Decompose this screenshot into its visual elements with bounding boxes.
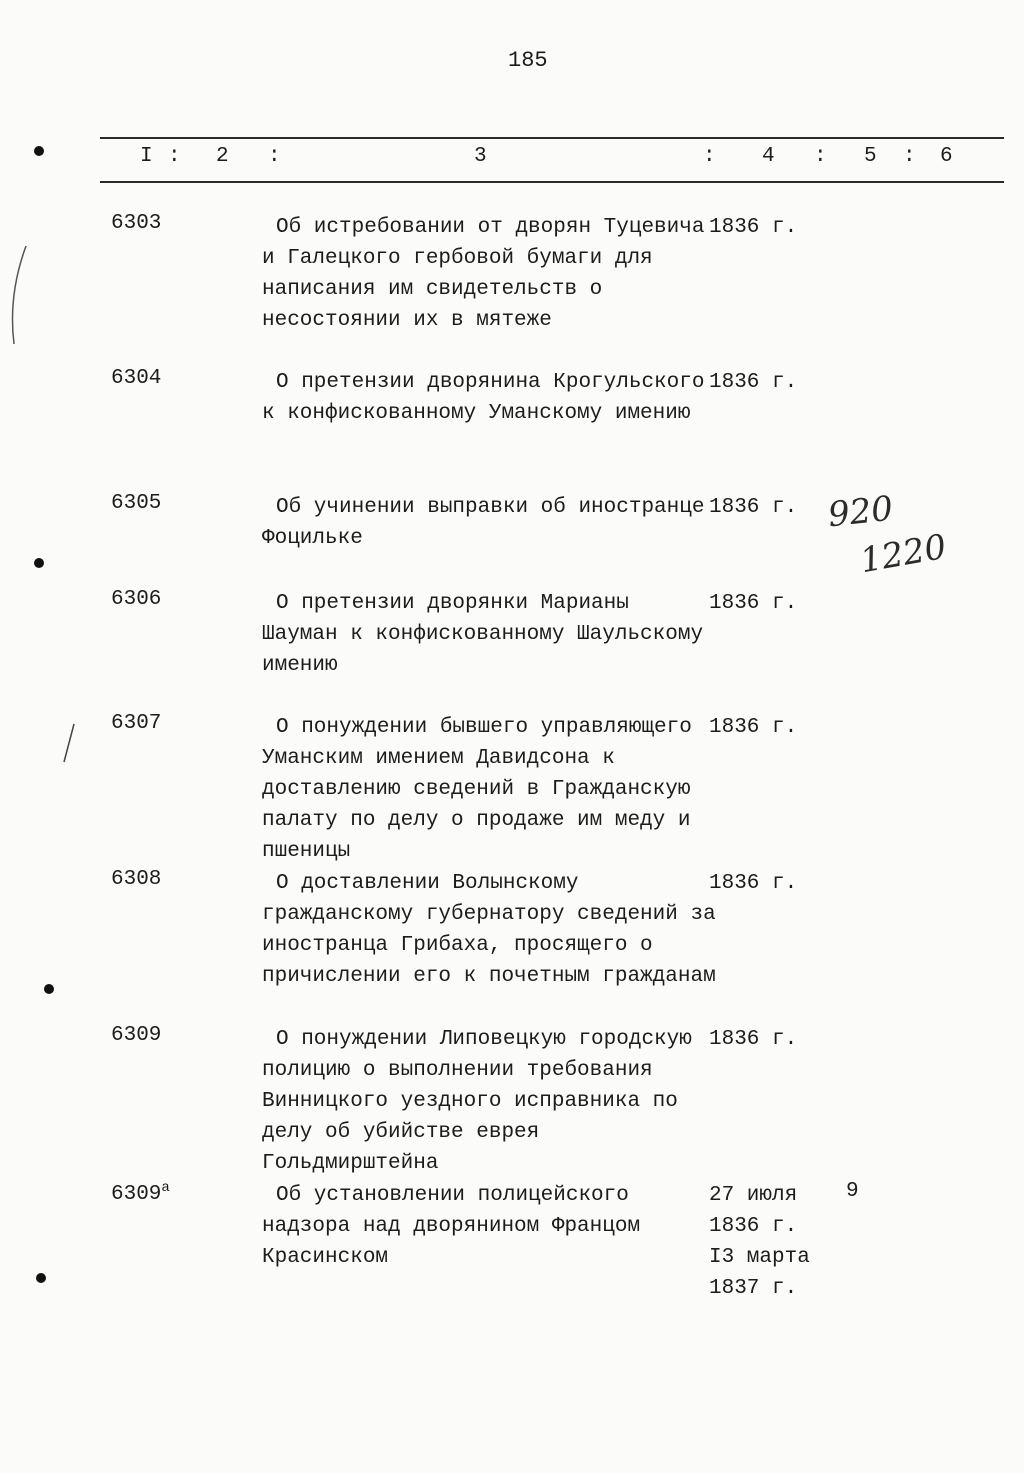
entry-date: 1836 г.: [709, 371, 798, 394]
entry-number: 6305: [111, 492, 162, 515]
col-header-6: 6: [940, 145, 953, 168]
entry-number: 6306: [111, 588, 162, 611]
col-separator: :: [703, 145, 716, 168]
entry-title: О претензии дворянки Марианы Шауман к конфискованному Шаульскому имению: [262, 592, 704, 677]
col-header-1: I: [140, 145, 153, 168]
entry-date: 1836 г.: [709, 716, 798, 739]
entry-date: 27 июля 1836 г. I3 марта 1837 г.: [709, 1184, 810, 1300]
handwritten-number: 1220: [857, 526, 950, 582]
entry-number: 6308: [111, 868, 162, 891]
header-rule-top: [100, 137, 1004, 139]
col-separator: :: [814, 145, 827, 168]
entry-title: О понуждении бывшего управляющего Уманским имением Давидсона к доставлению сведений в Гражданскую палату по делу о продаже им меду и пшеницы: [262, 716, 692, 863]
entry-date: 1836 г.: [709, 592, 798, 615]
entry-number: 6303: [111, 212, 162, 235]
punch-hole-mark: [36, 1273, 46, 1283]
entry-number: 6309: [111, 1183, 162, 1206]
entry-number-cell: [111, 1180, 170, 1206]
page-number: 185: [508, 48, 548, 73]
entry-date: 1836 г.: [709, 1028, 798, 1051]
punch-hole-mark: [44, 984, 54, 994]
entry-title: Об истребовании от дворян Туцевича и Галецкого гербовой бумаги для написания им свидетельств о несостоянии их в мятеже: [262, 216, 705, 332]
entry-number-suffix: а: [161, 1180, 170, 1196]
entry-title: О доставлении Волынскому гражданскому губернатору сведений за иностранца Грибаха, просящего о причислении его к почетным гражданам: [262, 872, 716, 988]
entry-title: Об установлении полицейского надзора над дворянином Францом Красинском: [262, 1184, 641, 1269]
margin-bracket-mark: [0, 240, 30, 350]
entry-title: О претензии дворянина Крогульского к конфискованному Уманскому имению: [262, 371, 705, 425]
entry-title: Об учинении выправки об иностранце Фоцильке: [262, 496, 705, 550]
entry-date: 1836 г.: [709, 216, 798, 239]
punch-hole-mark: [34, 558, 44, 568]
margin-slash-mark: [40, 718, 80, 768]
entry-title: О понуждении Липовецкую городскую полицию о выполнении требования Винницкого уездного исправника по делу об убийстве еврея Гольдмирштейна: [262, 1028, 692, 1175]
col-header-5: 5: [864, 145, 877, 168]
handwritten-number: 920: [826, 488, 895, 536]
col-header-4: 4: [762, 145, 775, 168]
col-separator: :: [168, 145, 181, 168]
col-header-3: 3: [474, 145, 487, 168]
entry-number: 6309: [111, 1024, 162, 1047]
col-separator: :: [268, 145, 281, 168]
entry-date: 1836 г.: [709, 872, 798, 895]
entry-number: 6304: [111, 367, 162, 390]
header-rule-bottom: [100, 181, 1004, 183]
col-header-2: 2: [216, 145, 229, 168]
entry-date: 1836 г.: [709, 496, 798, 519]
entry-sheets: 9: [846, 1180, 859, 1203]
col-separator: :: [903, 145, 916, 168]
punch-hole-mark: [34, 146, 44, 156]
entry-number: 6307: [111, 712, 162, 735]
